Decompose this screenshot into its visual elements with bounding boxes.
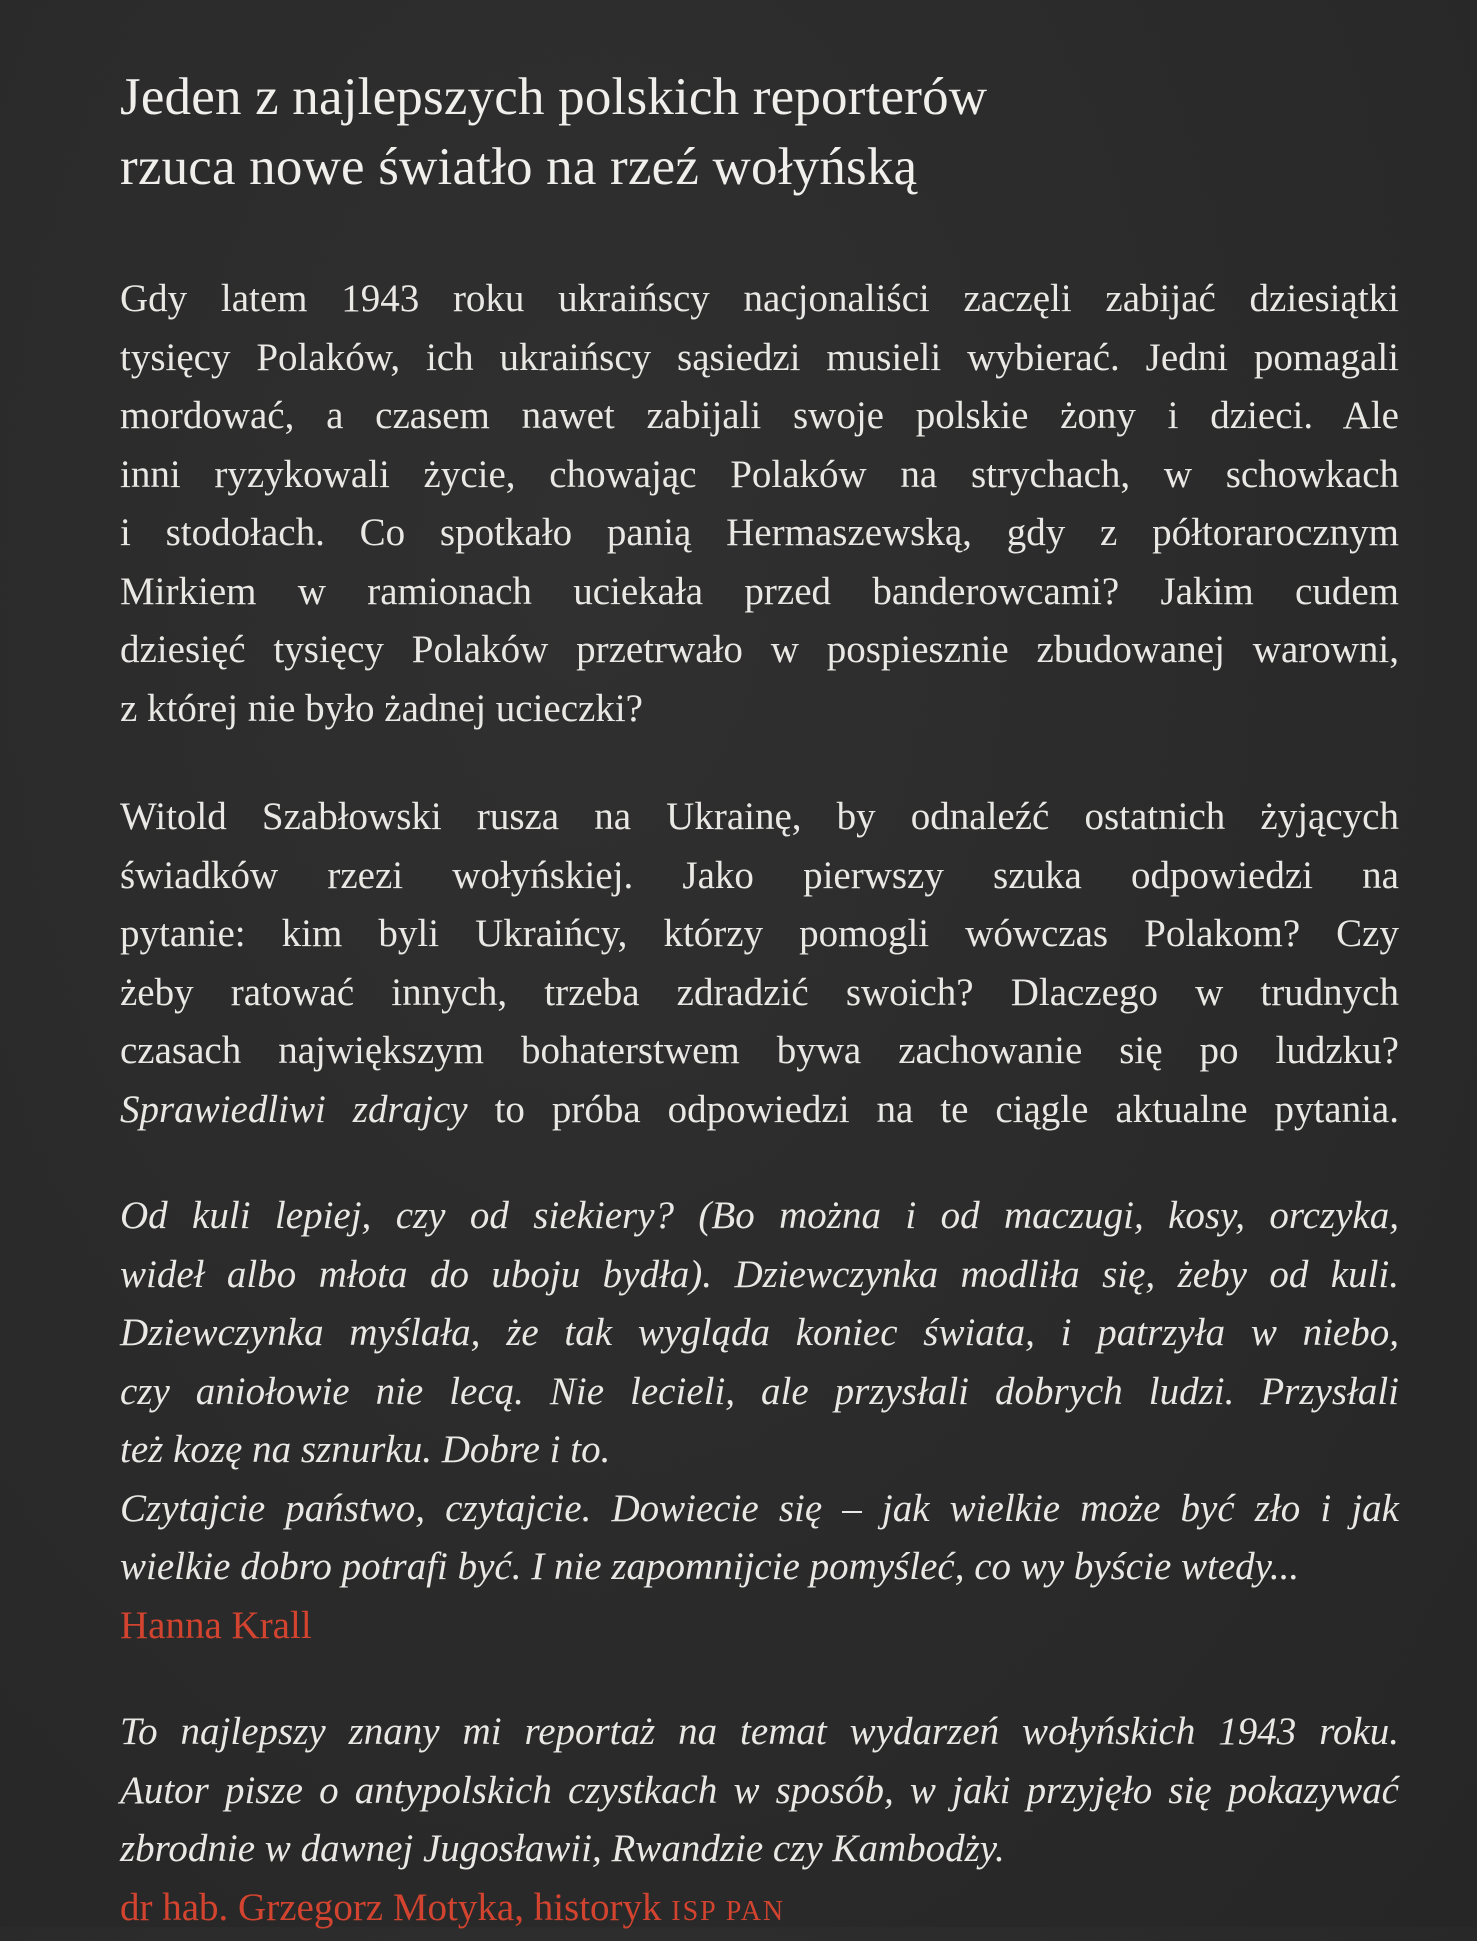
text-line: mordować, a czasem nawet zabijali swoje polskie żony i dzieci. Ale <box>120 387 1399 446</box>
book-title: Sprawiedliwi zdrajcy <box>120 1088 468 1131</box>
spacer <box>120 1655 1399 1703</box>
quote-line: Dziewczynka myślała, że tak wygląda koniec świata, i patrzyła w niebo, <box>120 1304 1399 1363</box>
blurb-paragraph-1 <box>120 270 1399 738</box>
text-line: czasach największym bohaterstwem bywa zachowanie się po ludzku? <box>120 1022 1399 1081</box>
text-line: z której nie było żadnej ucieczki? <box>120 680 1399 739</box>
text-line: Witold Szabłowski rusza na Ukrainę, by odnaleźć ostatnich żyjących <box>120 788 1399 847</box>
quote-line: Czytajcie państwo, czytajcie. Dowiecie się – jak wielkie może być zło i jak <box>120 1480 1399 1539</box>
quote-line: też kozę na sznurku. Dobre i to. <box>120 1421 1399 1480</box>
quote-hanna-krall <box>120 1187 1399 1597</box>
text-line: tysięcy Polaków, ich ukraińscy sąsiedzi musieli wybierać. Jedni pomagali <box>120 329 1399 388</box>
quote-author-motyka <box>120 1879 1399 1941</box>
text-line: świadków rzezi wołyńskiej. Jako pierwszy szuka odpowiedzi na <box>120 847 1399 906</box>
quote-motyka <box>120 1703 1399 1879</box>
headline-line-1: Jeden z najlepszych polskich reporterów <box>120 62 1399 132</box>
text-line: dziesięć tysięcy Polaków przetrwało w pospiesznie zbudowanej warowni, <box>120 621 1399 680</box>
text-line: Mirkiem w ramionach uciekała przed banderowcami? Jakim cudem <box>120 563 1399 622</box>
quote-line: wielkie dobro potrafi być. I nie zapomnijcie pomyśleć, co wy byście wtedy... <box>120 1538 1399 1597</box>
blurb-paragraph-2 <box>120 788 1399 1139</box>
quote-line: wideł albo młota do uboju bydła). Dziewczynka modliła się, żeby od kuli. <box>120 1246 1399 1305</box>
text-line: pytanie: kim byli Ukraińcy, którzy pomogli wówczas Polakom? Czy <box>120 905 1399 964</box>
quote-line: To najlepszy znany mi reportaż na temat wydarzeń wołyńskich 1943 roku. <box>120 1703 1399 1762</box>
text-line: Gdy latem 1943 roku ukraińscy nacjonaliści zaczęli zabijać dziesiątki <box>120 270 1399 329</box>
author-institution: ISP PAN <box>671 1896 785 1927</box>
spacer <box>120 738 1399 788</box>
quote-line: zbrodnie w dawnej Jugosławii, Rwandzie czy Kambodży. <box>120 1820 1399 1879</box>
quote-line: czy aniołowie nie lecą. Nie lecieli, ale przysłali dobrych ludzi. Przysłali <box>120 1363 1399 1422</box>
spacer <box>120 1139 1399 1187</box>
text-line-with-title <box>120 1081 1399 1140</box>
headline-line-2: rzuca nowe światło na rzeź wołyńską <box>120 132 1399 202</box>
quote-author-hanna-krall: Hanna Krall <box>120 1597 1399 1656</box>
quote-line: Od kuli lepiej, czy od siekiery? (Bo można i od maczugi, kosy, orczyka, <box>120 1187 1399 1246</box>
author-name: dr hab. Grzegorz Motyka, historyk <box>120 1886 662 1929</box>
quote-line: Autor pisze o antypolskich czystkach w sposób, w jaki przyjęło się pokazywać <box>120 1762 1399 1821</box>
text-line: inni ryzykowali życie, chowając Polaków na strychach, w schowkach <box>120 446 1399 505</box>
text-line-rest: to próba odpowiedzi na te ciągle aktualne pytania. <box>468 1088 1399 1131</box>
text-line: żeby ratować innych, trzeba zdradzić swoich? Dlaczego w trudnych <box>120 964 1399 1023</box>
text-line: i stodołach. Co spotkało panią Hermaszewską, gdy z półtorarocznym <box>120 504 1399 563</box>
headline <box>120 62 1399 202</box>
